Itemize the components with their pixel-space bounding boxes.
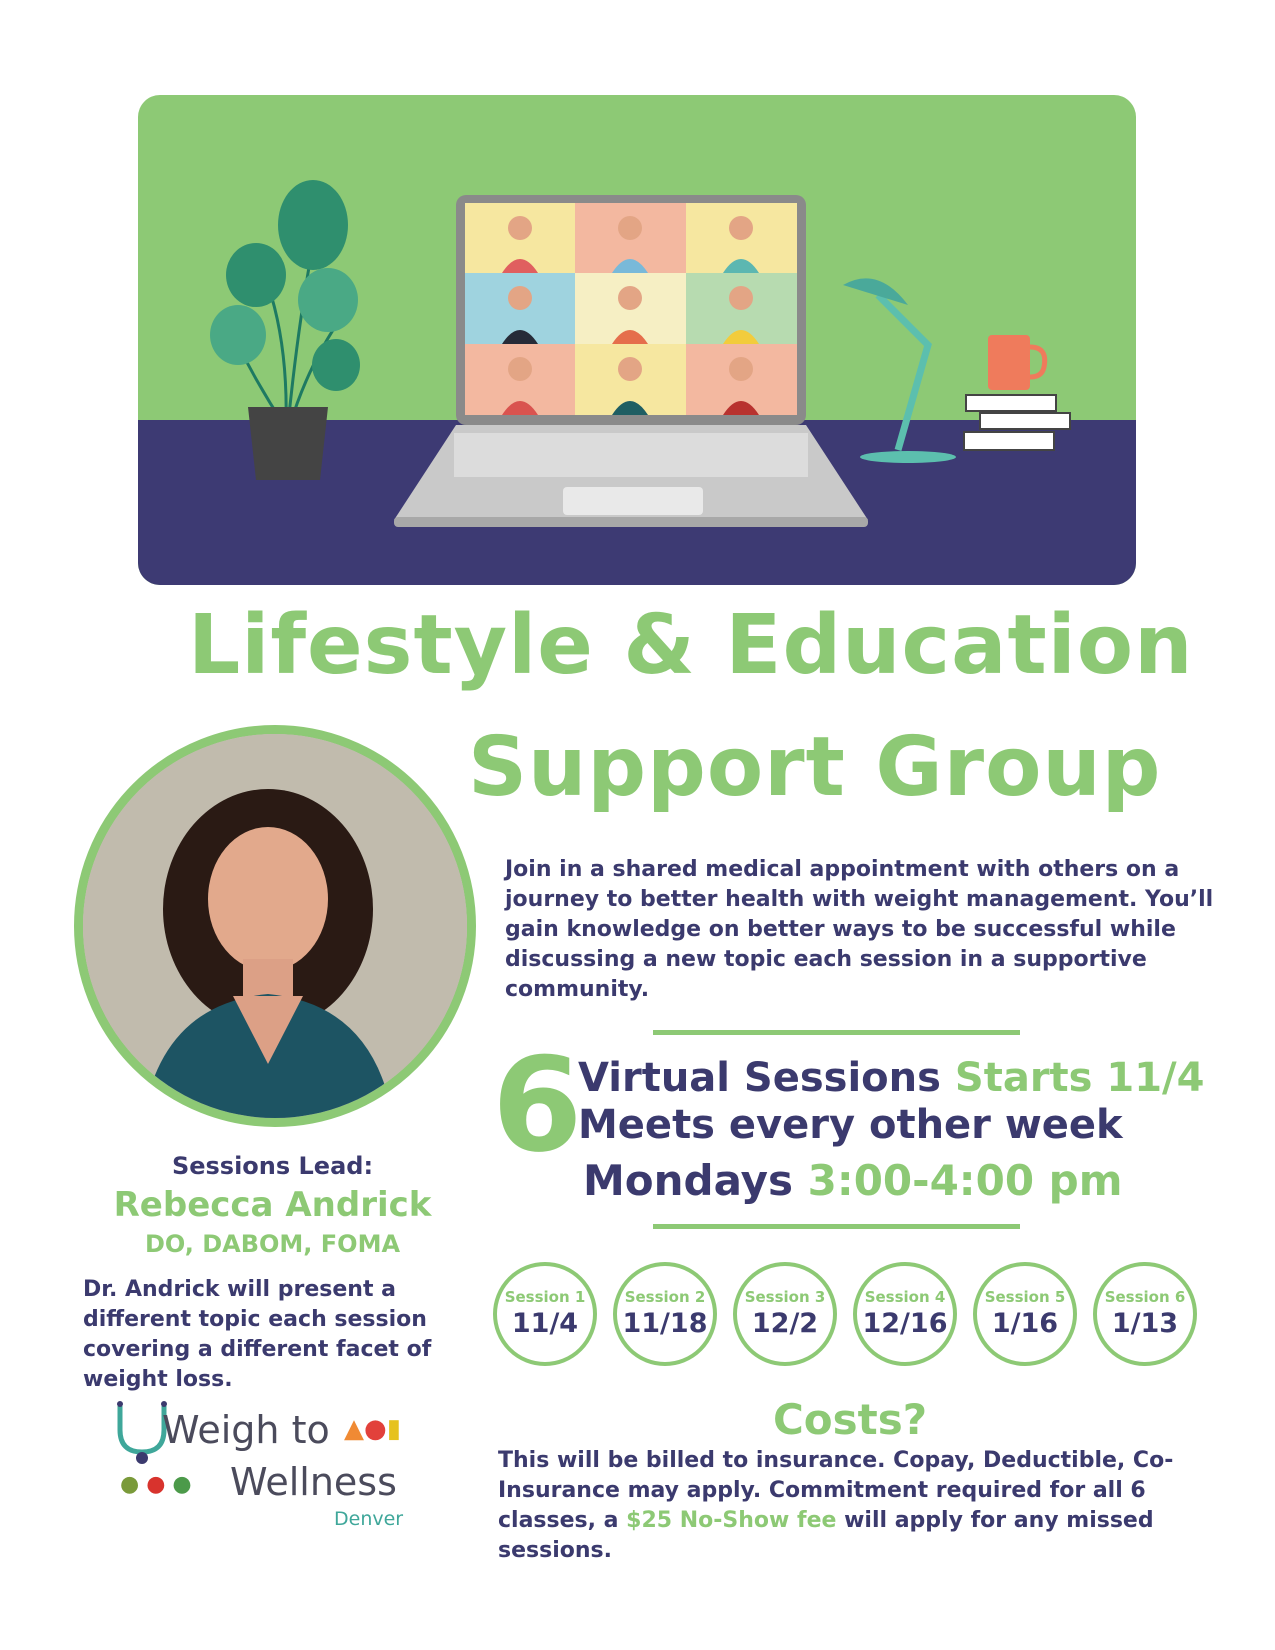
session-date: 11/4 — [511, 1308, 579, 1339]
lead-name: Rebecca Andrick — [113, 1185, 432, 1225]
presenter-photo — [74, 725, 476, 1127]
session-label: Session 1 — [504, 1288, 586, 1306]
session-count: 6 — [492, 1029, 583, 1181]
video-call-illustration — [138, 95, 1136, 585]
session-badge — [493, 1262, 597, 1366]
schedule-line-1 — [578, 1055, 1205, 1101]
session-label: Session 5 — [984, 1288, 1066, 1306]
session-label: Session 6 — [1104, 1288, 1186, 1306]
virtual-sessions-text: Virtual Sessions — [578, 1055, 941, 1101]
divider — [653, 1030, 1020, 1035]
session-date: 11/18 — [622, 1308, 708, 1339]
title-line-1: Lifestyle & Education — [188, 598, 1194, 693]
session-list — [493, 1262, 1213, 1374]
start-date-text: Starts 11/4 — [954, 1055, 1205, 1101]
session-label: Session 4 — [864, 1288, 946, 1306]
session-badge — [853, 1262, 957, 1366]
schedule-line-3 — [583, 1156, 1123, 1206]
costs-text-end: will apply for any missed sessions. — [498, 1508, 1154, 1563]
lead-description: Dr. Andrick will present a different topic each session covering a different facet of weight loss. — [83, 1277, 432, 1392]
session-label: Session 2 — [624, 1288, 706, 1306]
day-text: Mondays — [583, 1156, 794, 1205]
session-badge — [733, 1262, 837, 1366]
laptop-icon — [394, 195, 868, 527]
session-date: 12/16 — [862, 1308, 948, 1339]
fruits-icon: ● ● ● — [120, 1472, 192, 1497]
costs-paragraph — [498, 1446, 1198, 1566]
session-label: Session 3 — [744, 1288, 826, 1306]
lead-label: Sessions Lead: — [171, 1152, 374, 1180]
session-date: 1/13 — [1111, 1308, 1179, 1339]
intro-paragraph: Join in a shared medical appointment with others on a journey to better health with weight management. You’ll gain knowledge on better ways to be successful while discussing a new topic each session in a supportive community. — [505, 857, 1214, 1002]
weigh-to-wellness-logo — [112, 1400, 432, 1540]
session-badge — [1093, 1262, 1197, 1366]
costs-title: Costs? — [772, 1395, 928, 1444]
title-line-2: Support Group — [468, 720, 1162, 815]
divider — [653, 1224, 1020, 1229]
no-show-fee: $25 No-Show fee — [626, 1508, 837, 1533]
frequency-text: Meets every other week — [578, 1102, 1123, 1148]
costs-text: This will be billed to insurance. Copay, Deductible, Co-Insurance may apply. Commitment required for all 6 classes, a — [498, 1448, 1174, 1533]
time-text: 3:00-4:00 pm — [807, 1156, 1123, 1205]
logo-city: Denver — [334, 1508, 404, 1530]
logo-line-2: Wellness — [230, 1460, 397, 1504]
vegetables-icon: ▲●▮ — [344, 1414, 401, 1444]
session-date: 1/16 — [991, 1308, 1059, 1339]
lead-credentials: DO, DABOM, FOMA — [144, 1230, 401, 1258]
books-icon — [964, 395, 1070, 450]
logo-line-1: Weigh to — [162, 1408, 330, 1452]
session-badge — [613, 1262, 717, 1366]
session-badge — [973, 1262, 1077, 1366]
session-date: 12/2 — [751, 1308, 819, 1339]
